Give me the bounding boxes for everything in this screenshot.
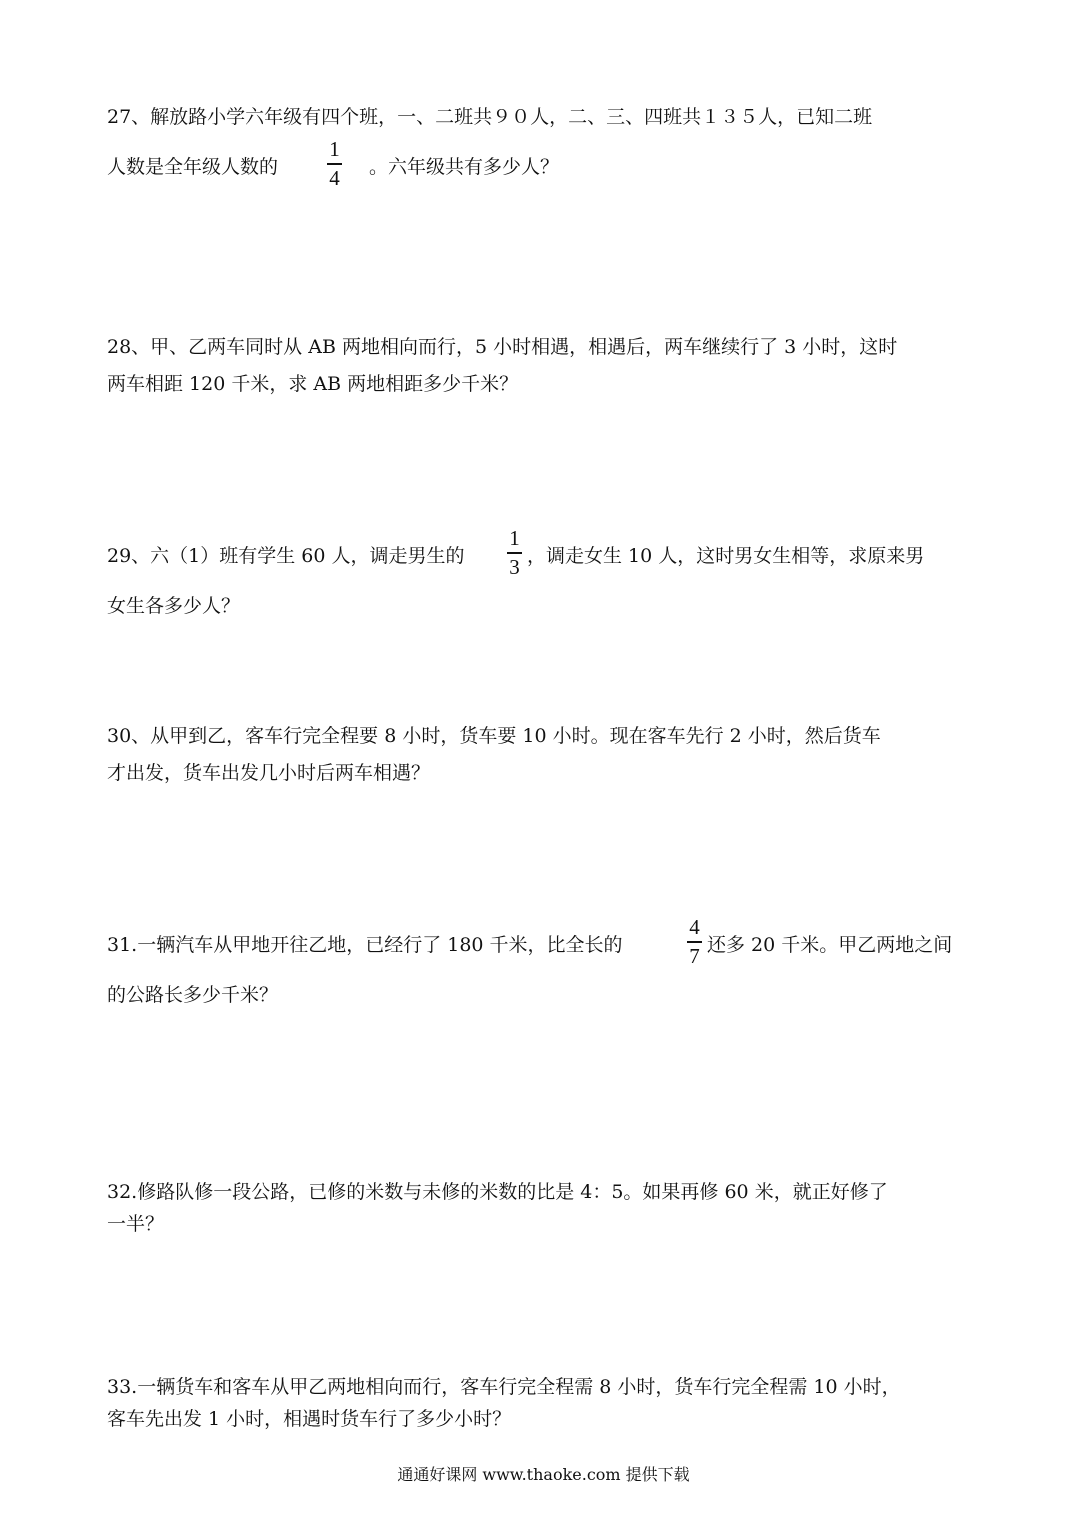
- fraction-bar: [687, 941, 702, 943]
- fraction-bar: [507, 552, 522, 554]
- problem-31-line-1-tail: 还多 20 千米。甲乙两地之间: [707, 934, 953, 956]
- problem-28-line-2: 两车相距 120 千米，求 AB 两地相距多少千米？: [107, 373, 519, 395]
- problem-30-line-1: 30、从甲到乙，客车行完全程要 8 小时，货车要 10 小时。现在客车先行 2 小时，然后货车: [107, 725, 881, 747]
- problem-33-line-2: 客车先出发 1 小时，相遇时货车行了多少小时？: [107, 1408, 512, 1430]
- fraction-numerator: 4: [689, 915, 700, 939]
- problem-30-line-2: 才出发，货车出发几小时后两车相遇？: [107, 762, 431, 784]
- problem-33-line-1: 33.一辆货车和客车从甲乙两地相向而行，客车行完全程需 8 小时，货车行完全程需 10 小时，: [107, 1376, 901, 1398]
- problem-31-fraction: [687, 916, 702, 967]
- fraction-numerator: 1: [509, 526, 520, 550]
- problem-32-line-1: 32.修路队修一段公路，已修的米数与未修的米数的比是 4：5。如果再修 60 米，就正好修了: [107, 1181, 888, 1203]
- problem-29-fraction: [507, 527, 522, 578]
- problem-29-line-1-tail: ，调走女生 10 人，这时男女生相等，求原来男: [527, 545, 925, 567]
- problem-27-fraction: [327, 138, 342, 189]
- fraction-denominator: 4: [329, 165, 340, 190]
- problem-28-line-1: 28、甲、乙两车同时从 AB 两地相向而行，5 小时相遇，相遇后，两车继续行了 3 小时，这时: [107, 336, 898, 358]
- problem-29-line-1: 29、六（1）班有学生 60 人，调走男生的: [107, 545, 465, 567]
- problem-27-line-2-tail: 。六年级共有多少人？: [369, 156, 560, 178]
- fraction-numerator: 1: [329, 137, 340, 161]
- fraction-bar: [327, 163, 342, 165]
- problem-29-line-2: 女生各多少人？: [107, 595, 241, 617]
- fraction-denominator: 7: [689, 943, 700, 968]
- problem-31-line-1: 31.一辆汽车从甲地开往乙地，已经行了 180 千米，比全长的: [107, 934, 623, 956]
- fraction-denominator: 3: [509, 554, 520, 579]
- page-footer: 通通好课网 www.thaoke.com 提供下载: [397, 1465, 690, 1484]
- problem-32-line-2: 一半？: [107, 1213, 165, 1235]
- problem-27-line-2: 人数是全年级人数的: [107, 156, 279, 178]
- problem-27-line-1: 27、解放路小学六年级有四个班，一、二班共９０人，二、三、四班共１３５人，已知二班: [107, 106, 873, 128]
- problem-31-line-2: 的公路长多少千米？: [107, 984, 279, 1006]
